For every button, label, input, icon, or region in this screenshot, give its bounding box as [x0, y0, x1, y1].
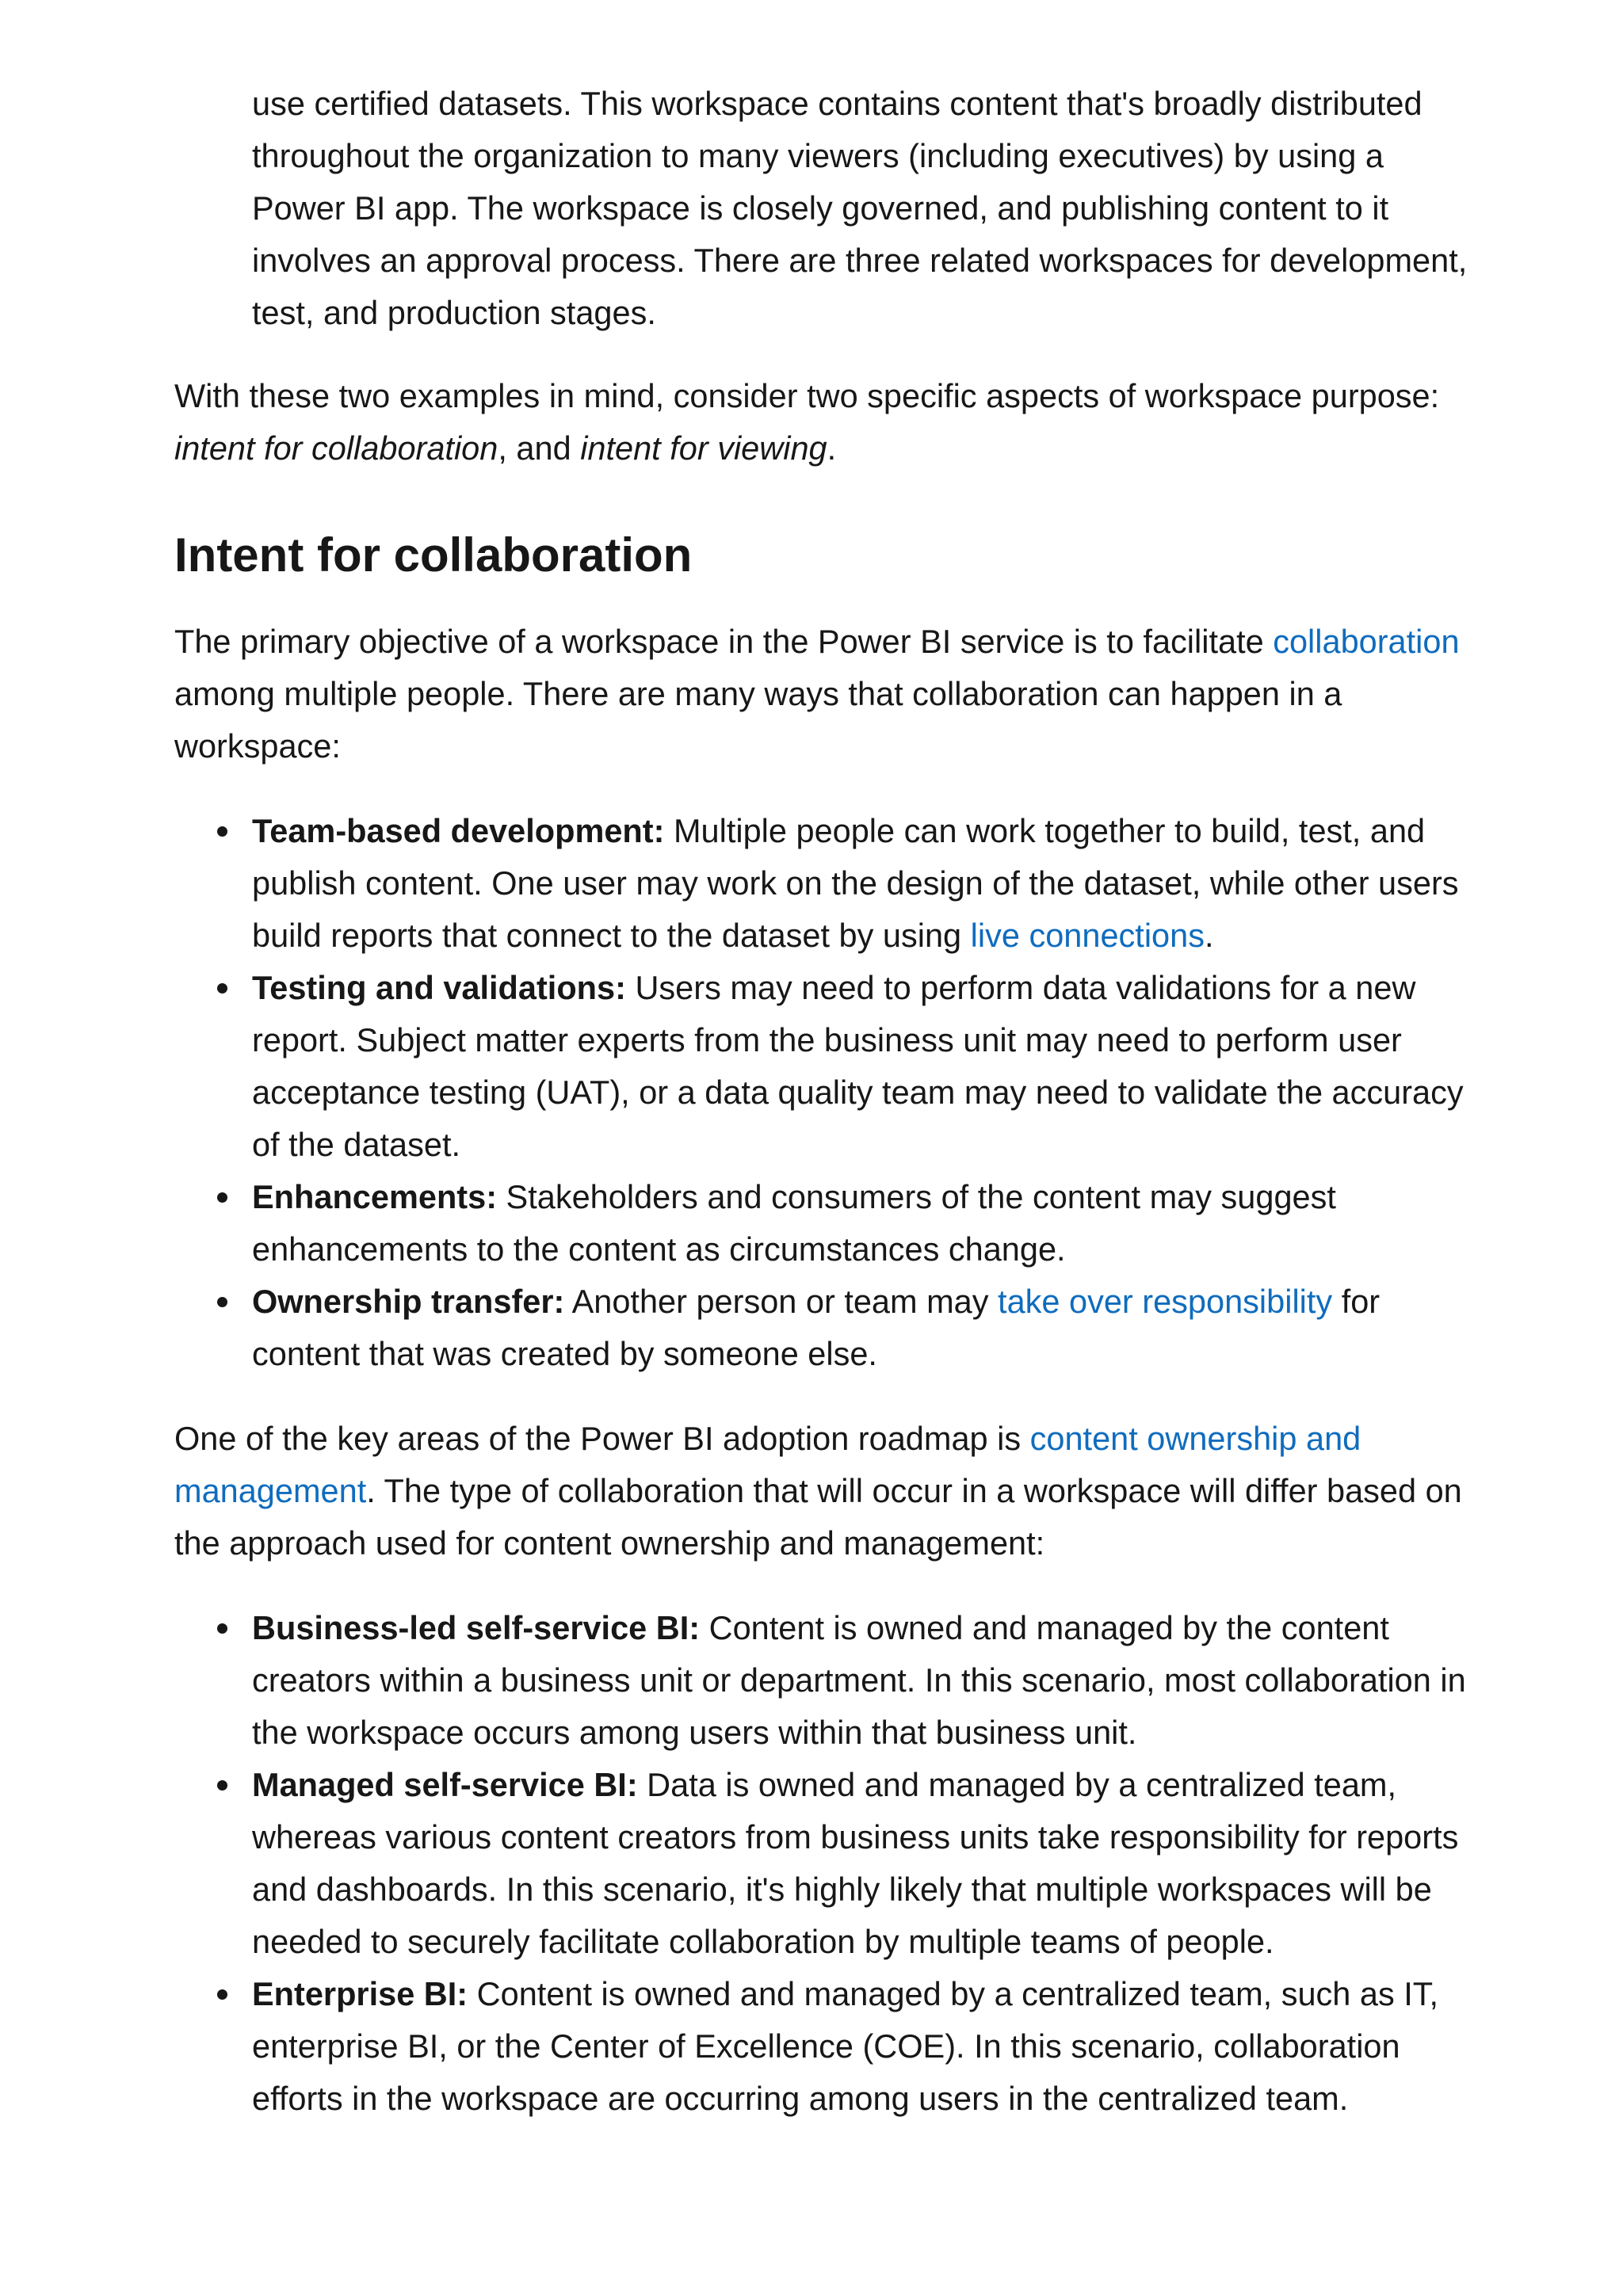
bullet-icon [217, 1989, 227, 2000]
list-item-term: Business-led self-service BI: [252, 1609, 701, 1646]
para1-pre: The primary objective of a workspace in the Power BI service is to facilitate [174, 623, 1274, 660]
section-heading: Intent for collaboration [174, 528, 693, 582]
list-item-text: Stakeholders and consumers of the content may suggest enhancements to the content as circumstances change. [252, 1178, 1336, 1268]
ownership-approaches-list [174, 1602, 1474, 2125]
collaboration-ways-list [174, 805, 1474, 1380]
collaboration-link[interactable]: collaboration [1273, 623, 1460, 660]
list-item-term: Team-based development: [252, 812, 665, 849]
list-item-text: Content is owned and managed by the content creators within a business unit or department. In this scenario, most collaboration in the workspace occurs among users within that business unit. [252, 1609, 1466, 1751]
examples-end: . [827, 429, 837, 467]
content-ownership-link[interactable]: content ownership and management [174, 1420, 1361, 1509]
list-item-managed-self-service [174, 1759, 1474, 1968]
collaboration-paragraph [174, 616, 1474, 772]
list-item-term: Testing and validations: [252, 969, 626, 1006]
list-item-text-end: . [1204, 917, 1214, 954]
list-item-enterprise-bi [174, 1968, 1474, 2125]
list-item-ownership-transfer [174, 1276, 1474, 1380]
live-connections-link[interactable]: live connections [970, 917, 1205, 954]
list-item-term: Ownership transfer: [252, 1283, 565, 1320]
para2-pre: One of the key areas of the Power BI adoption roadmap is [174, 1420, 1030, 1457]
list-item-text: Content is owned and managed by a centralized team, such as IT, enterprise BI, or the Center of Excellence (COE). In this scenario, collaboration efforts in the workspace are occurring among users in the centralized team. [252, 1975, 1439, 2117]
list-item-text: Users may need to perform data validations for a new report. Subject matter experts from the business unit may need to perform user acceptance testing (UAT), or a data quality team may need to validate the accuracy of the dataset. [252, 969, 1464, 1163]
intro-continuation: use certified datasets. This workspace contains content that's broadly distributed throughout the organization to many viewers (including executives) by using a Power BI app. The workspace is closely governed, and publishing content to it involves an approval process. There are three related workspaces for development, test, and production stages. [252, 85, 1468, 331]
list-item-team-development [174, 805, 1474, 962]
bullet-icon [217, 826, 227, 837]
take-over-responsibility-link[interactable]: take over responsibility [998, 1283, 1333, 1320]
examples-mid: , and [498, 429, 581, 467]
examples-em-viewing: intent for viewing [580, 429, 827, 467]
list-item-text: Multiple people can work together to build, test, and publish content. One user may work on the design of the dataset, while other users build reports that connect to the dataset by using [252, 812, 1459, 954]
bullet-icon [217, 1192, 227, 1203]
list-item-term: Managed self-service BI: [252, 1766, 638, 1803]
bullet-icon [217, 1780, 227, 1791]
list-item-text: Another person or team may [564, 1283, 999, 1320]
list-item-term: Enhancements: [252, 1178, 498, 1215]
examples-em-collaboration: intent for collaboration [174, 429, 498, 467]
list-item-text: Data is owned and managed by a centralized team, whereas various content creators from business units take responsibility for reports and dashboards. In this scenario, it's highly likely that multiple workspaces will be needed to securely facilitate collaboration by multiple teams of people. [252, 1766, 1459, 1960]
ownership-paragraph [174, 1413, 1474, 1569]
examples-paragraph [174, 370, 1474, 475]
list-item-term: Enterprise BI: [252, 1975, 468, 2012]
list-item-testing [174, 962, 1474, 1171]
para1-post: among multiple people. There are many ways that collaboration can happen in a workspace: [174, 675, 1342, 765]
document-page [174, 78, 1474, 2157]
bullet-icon [217, 1623, 227, 1634]
bullet-icon [217, 983, 227, 994]
list-item-business-led [174, 1602, 1474, 1759]
list-item-text-end: for content that was created by someone else. [252, 1283, 1381, 1372]
bullet-icon [217, 1297, 227, 1307]
list-item-enhancements [174, 1171, 1474, 1276]
para2-post: . The type of collaboration that will occur in a workspace will differ based on the approach used for content ownership and management: [174, 1472, 1462, 1562]
examples-text: With these two examples in mind, consider two specific aspects of workspace purpose: [174, 377, 1440, 414]
